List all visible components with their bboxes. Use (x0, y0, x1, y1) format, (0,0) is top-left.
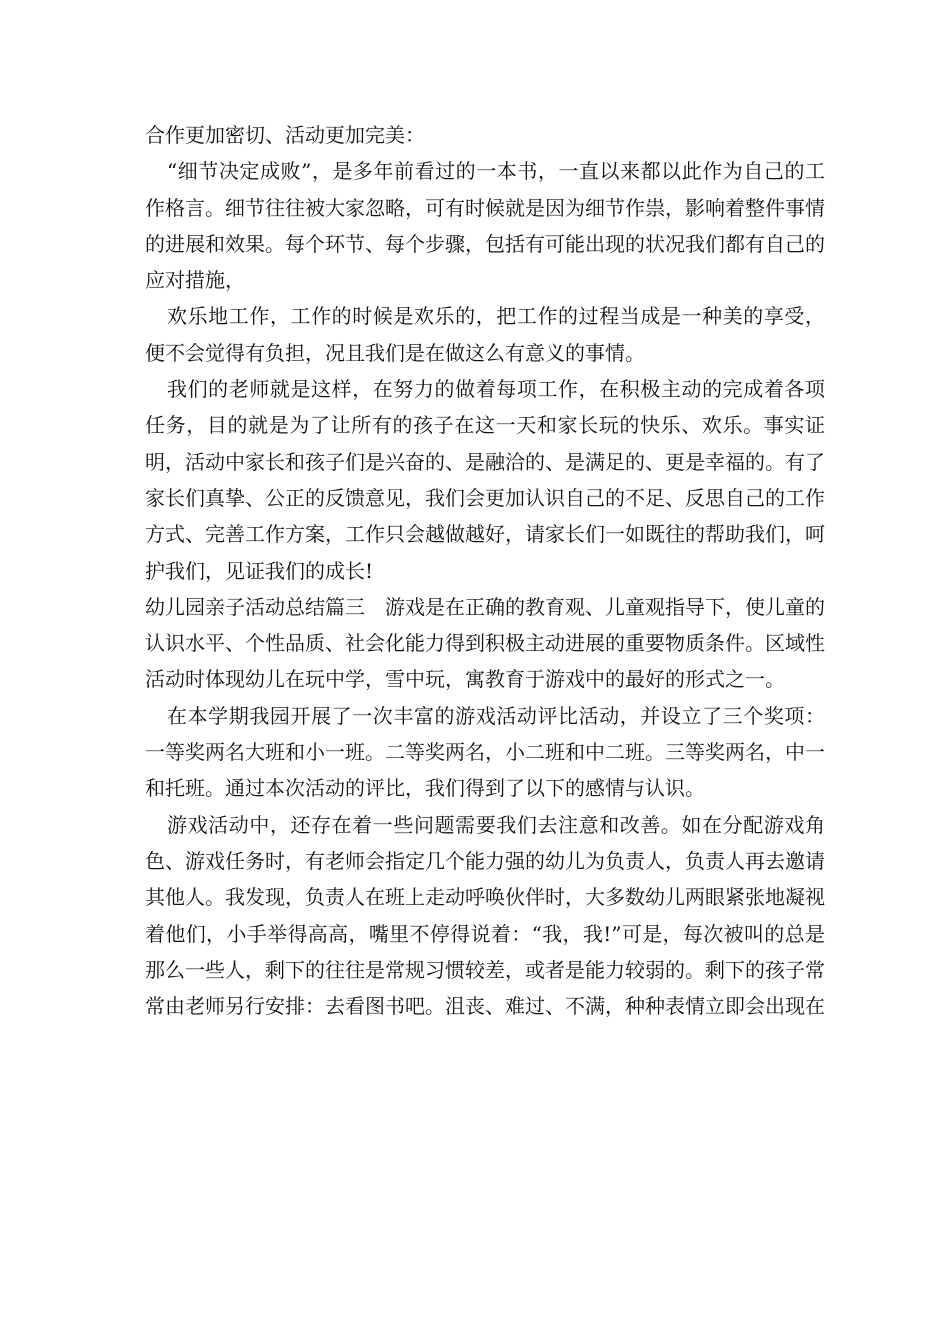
paragraph-2: “细节决定成败”，是多年前看过的一本书，一直以来都以此作为自己的工作格言。细节往往被大家忽略，可有时候就是因为细节作祟，影响着整件事情的进展和效果。每个环节、每个步骤，包括有可能出现的状况我们都有自己的应对措施， (145, 159, 825, 293)
document-body (145, 117, 825, 1024)
paragraph-6: 在本学期我园开展了一次丰富的游戏活动评比活动，并设立了三个奖项：一等奖两名大班和小一班。二等奖两名，小二班和中二班。三等奖两名，中一和托班。通过本次活动的评比，我们得到了以下的感情与认识。 (145, 703, 825, 801)
paragraph-7: 游戏活动中，还存在着一些问题需要我们去注意和改善。如在分配游戏角色、游戏任务时，有老师会指定几个能力强的幼儿为负责人，负责人再去邀请其他人。我发现，负责人在班上走动呼唤伙伴时，大多数幼儿两眼紧张地凝视着他们，小手举得高高，嘴里不停得说着：“我，我!”可是，每次被叫的总是那么一些人，剩下的往往是常规习惯较差，或者是能力较弱的。剩下的孩子常常由老师另行安排：去看图书吧。沮丧、难过、不满，种种表情立即会出现在 (145, 812, 825, 1019)
section-paragraph (145, 589, 825, 698)
paragraph-3: 欢乐地工作，工作的时候是欢乐的，把工作的过程当成是一种美的享受，便不会觉得有负担，况且我们是在做这么有意义的事情。 (145, 304, 825, 365)
section-intro-text: 游戏是在正确的教育观、儿童观指导下，使儿童的认识水平、个性品质、社会化能力得到积极主动进展的重要物质条件。区域性活动时体现幼儿在玩中学，雪中玩，寓教育于游戏中的最好的形式之一。 (145, 594, 825, 692)
paragraph-4: 我们的老师就是这样，在努力的做着每项工作，在积极主动的完成着各项任务，目的就是为了让所有的孩子在这一天和家长玩的快乐、欢乐。事实证明，活动中家长和孩子们是兴奋的、是融洽的、是满足的、更是幸福的。有了家长们真挚、公正的反馈意见，我们会更加认识自己的不足、反思自己的工作方式、完善工作方案，工作只会越做越好，请家长们一如既往的帮助我们，呵护我们，见证我们的成长! (145, 377, 825, 583)
section-title: 幼儿园亲子活动总结篇三 (145, 594, 365, 619)
paragraph-1: 合作更加密切、活动更加完美： (145, 123, 425, 147)
